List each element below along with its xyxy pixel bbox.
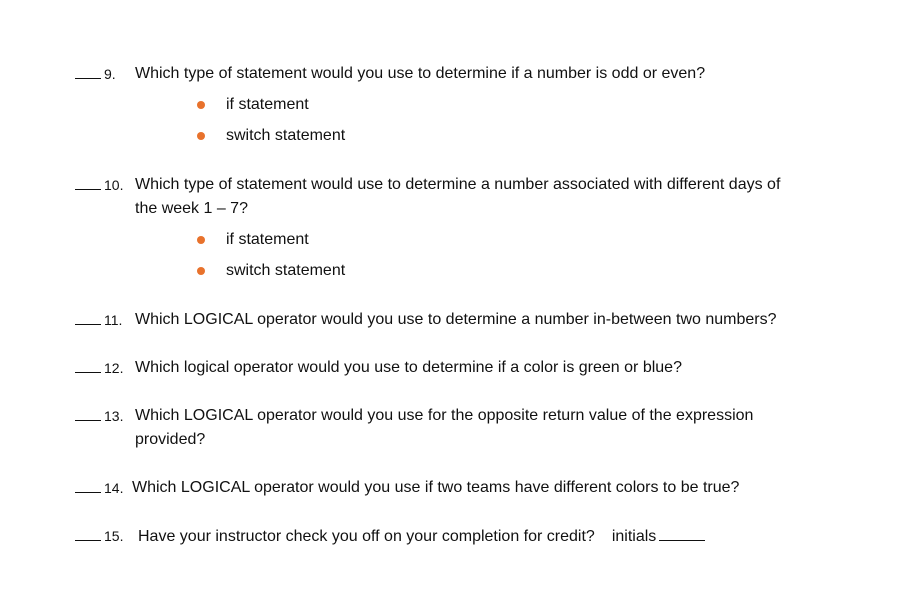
bullet-icon bbox=[197, 101, 205, 109]
answer-blank-15[interactable] bbox=[75, 524, 101, 541]
initials-blank[interactable] bbox=[659, 524, 705, 541]
bullet-icon bbox=[197, 132, 205, 140]
question-13 bbox=[75, 404, 835, 429]
question-number: 14. bbox=[104, 480, 124, 496]
answer-blank-10[interactable] bbox=[75, 173, 101, 190]
question-text-continued: provided? bbox=[135, 431, 206, 448]
question-text: Which type of statement would use to determine a number associated with different days of bbox=[135, 176, 781, 193]
option-label: if statement bbox=[226, 231, 309, 248]
question-number: 13. bbox=[104, 408, 124, 424]
answer-blank-11[interactable] bbox=[75, 308, 101, 325]
bullet-icon bbox=[197, 267, 205, 275]
question-12 bbox=[75, 356, 835, 381]
question-text-row bbox=[138, 524, 705, 549]
question-text-continued: the week 1 – 7? bbox=[135, 200, 248, 217]
question-text: Which type of statement would you use to determine if a number is odd or even? bbox=[135, 65, 706, 82]
option-label: switch statement bbox=[226, 262, 346, 279]
option-label: switch statement bbox=[226, 127, 346, 144]
question-number: 10. bbox=[104, 177, 124, 193]
question-11 bbox=[75, 308, 835, 333]
initials-label: initials bbox=[611, 528, 657, 545]
question-number: 12. bbox=[104, 360, 124, 376]
answer-blank-13[interactable] bbox=[75, 404, 101, 421]
bullet-icon bbox=[197, 236, 205, 244]
question-text: Which logical operator would you use to determine if a color is green or blue? bbox=[135, 359, 682, 376]
question-10 bbox=[75, 173, 855, 198]
question-15 bbox=[75, 524, 835, 549]
question-text: Which LOGICAL operator would you use to determine a number in-between two numbers? bbox=[135, 311, 777, 328]
question-text: Have your instructor check you off on your completion for credit? bbox=[138, 528, 595, 545]
option-label: if statement bbox=[226, 96, 309, 113]
answer-blank-12[interactable] bbox=[75, 356, 101, 373]
question-9 bbox=[75, 62, 835, 87]
answer-blank-9[interactable] bbox=[75, 62, 101, 79]
question-number: 11. bbox=[104, 312, 123, 328]
question-text: Which LOGICAL operator would you use if two teams have different colors to be true? bbox=[132, 479, 740, 496]
question-number: 15. bbox=[104, 528, 124, 544]
question-text: Which LOGICAL operator would you use for the opposite return value of the expression bbox=[135, 407, 754, 424]
answer-blank-14[interactable] bbox=[75, 476, 101, 493]
question-14 bbox=[75, 476, 835, 501]
question-number: 9. bbox=[104, 66, 116, 82]
